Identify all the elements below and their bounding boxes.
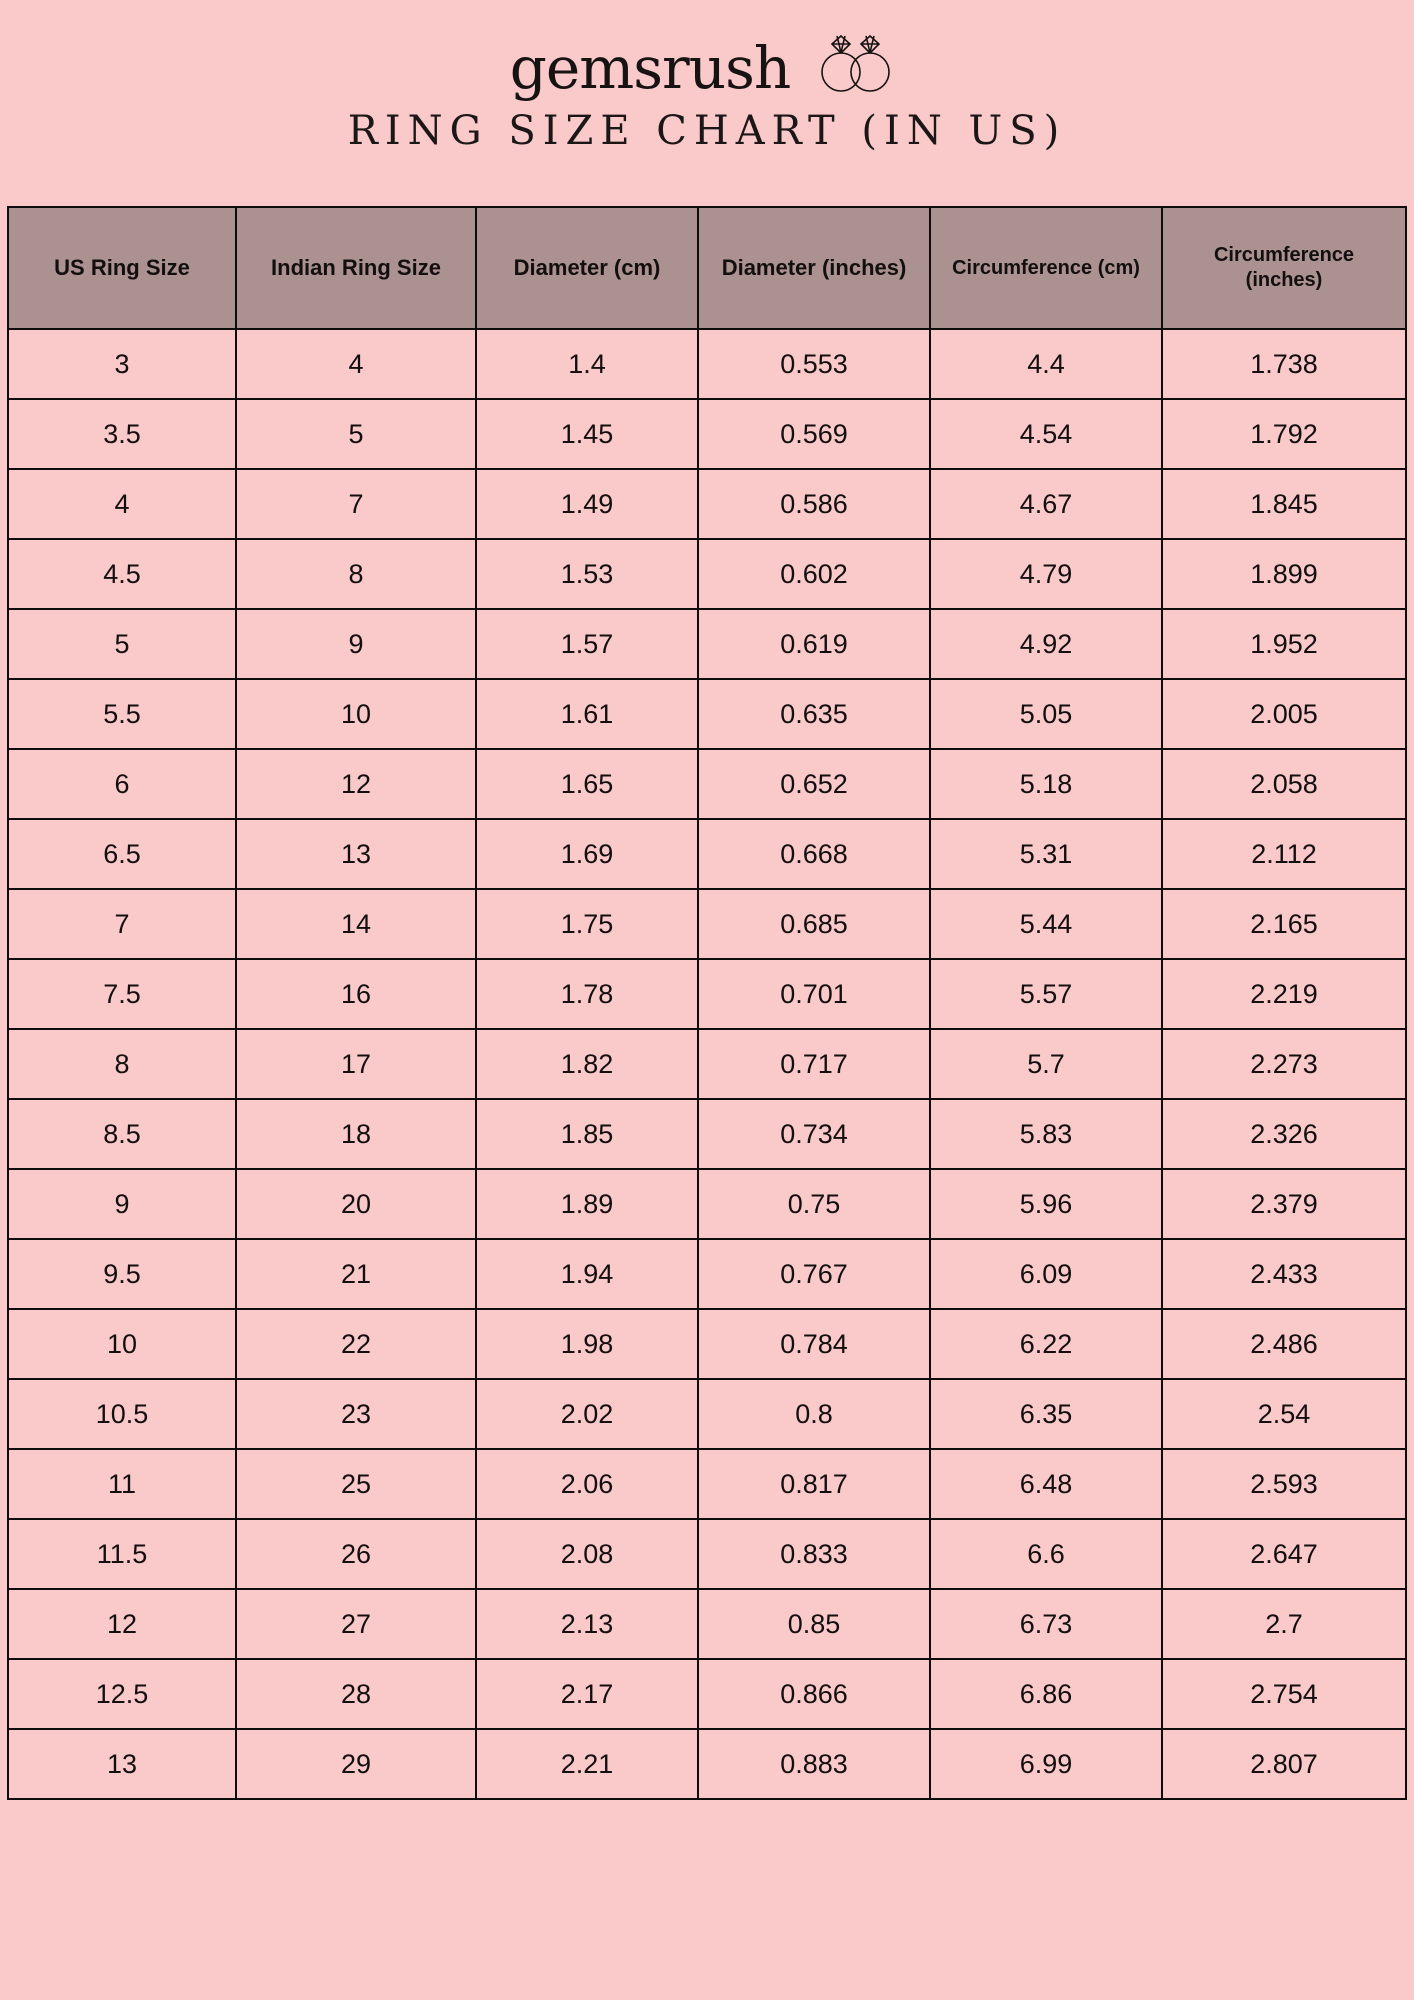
- table-cell: 9: [8, 1169, 236, 1239]
- table-row: [8, 1729, 1406, 1799]
- double-diamond-rings-icon: [808, 28, 904, 101]
- table-cell: 8: [8, 1029, 236, 1099]
- table-cell: 1.78: [476, 959, 698, 1029]
- table-row: [8, 1169, 1406, 1239]
- table-cell: 6.48: [930, 1449, 1162, 1519]
- table-cell: 2.379: [1162, 1169, 1406, 1239]
- table-cell: 27: [236, 1589, 476, 1659]
- table-cell: 0.833: [698, 1519, 930, 1589]
- table-cell: 0.883: [698, 1729, 930, 1799]
- table-cell: 2.058: [1162, 749, 1406, 819]
- table-cell: 7: [236, 469, 476, 539]
- table-cell: 21: [236, 1239, 476, 1309]
- column-header-circumference-cm: Circumference (cm): [930, 207, 1162, 329]
- table-cell: 1.85: [476, 1099, 698, 1169]
- table-cell: 2.02: [476, 1379, 698, 1449]
- table-cell: 4.4: [930, 329, 1162, 399]
- table-cell: 10.5: [8, 1379, 236, 1449]
- table-cell: 0.569: [698, 399, 930, 469]
- table-cell: 2.219: [1162, 959, 1406, 1029]
- table-cell: 11.5: [8, 1519, 236, 1589]
- table-cell: 29: [236, 1729, 476, 1799]
- table-cell: 14: [236, 889, 476, 959]
- table-cell: 9: [236, 609, 476, 679]
- table-cell: 0.784: [698, 1309, 930, 1379]
- table-cell: 0.717: [698, 1029, 930, 1099]
- column-header-us-ring-size: US Ring Size: [8, 207, 236, 329]
- table-cell: 17: [236, 1029, 476, 1099]
- table-cell: 0.685: [698, 889, 930, 959]
- table-cell: 5.57: [930, 959, 1162, 1029]
- table-cell: 4: [8, 469, 236, 539]
- table-cell: 0.602: [698, 539, 930, 609]
- table-cell: 6.73: [930, 1589, 1162, 1659]
- table-cell: 12: [236, 749, 476, 819]
- table-cell: 22: [236, 1309, 476, 1379]
- table-cell: 1.845: [1162, 469, 1406, 539]
- table-row: [8, 469, 1406, 539]
- table-cell: 10: [236, 679, 476, 749]
- table-row: [8, 679, 1406, 749]
- table-cell: 5.5: [8, 679, 236, 749]
- table-cell: 2.486: [1162, 1309, 1406, 1379]
- table-row: [8, 1589, 1406, 1659]
- table-cell: 5: [236, 399, 476, 469]
- table-cell: 10: [8, 1309, 236, 1379]
- table-cell: 2.17: [476, 1659, 698, 1729]
- table-row: [8, 749, 1406, 819]
- table-cell: 12.5: [8, 1659, 236, 1729]
- table-cell: 2.273: [1162, 1029, 1406, 1099]
- table-cell: 4.5: [8, 539, 236, 609]
- table-cell: 1.57: [476, 609, 698, 679]
- table-cell: 0.85: [698, 1589, 930, 1659]
- table-row: [8, 1379, 1406, 1449]
- table-cell: 2.807: [1162, 1729, 1406, 1799]
- table-cell: 2.326: [1162, 1099, 1406, 1169]
- table-cell: 3: [8, 329, 236, 399]
- table-cell: 0.652: [698, 749, 930, 819]
- column-header-circumference-inches: Circumference (inches): [1162, 207, 1406, 329]
- table-cell: 13: [236, 819, 476, 889]
- table-cell: 4.54: [930, 399, 1162, 469]
- table-cell: 26: [236, 1519, 476, 1589]
- table-cell: 0.817: [698, 1449, 930, 1519]
- table-cell: 16: [236, 959, 476, 1029]
- table-cell: 13: [8, 1729, 236, 1799]
- column-header-diameter-inches: Diameter (inches): [698, 207, 930, 329]
- table-cell: 0.586: [698, 469, 930, 539]
- table-cell: 25: [236, 1449, 476, 1519]
- table-cell: 4.67: [930, 469, 1162, 539]
- table-row: [8, 1519, 1406, 1589]
- ring-size-table: [7, 206, 1407, 1800]
- table-cell: 1.45: [476, 399, 698, 469]
- table-row: [8, 959, 1406, 1029]
- table-row: [8, 609, 1406, 679]
- table-cell: 5.96: [930, 1169, 1162, 1239]
- table-cell: 5.05: [930, 679, 1162, 749]
- column-header-indian-ring-size: Indian Ring Size: [236, 207, 476, 329]
- table-row: [8, 1449, 1406, 1519]
- table-cell: 12: [8, 1589, 236, 1659]
- table-cell: 5.31: [930, 819, 1162, 889]
- table-cell: 6.99: [930, 1729, 1162, 1799]
- table-cell: 6.22: [930, 1309, 1162, 1379]
- table-cell: 4: [236, 329, 476, 399]
- table-cell: 1.899: [1162, 539, 1406, 609]
- table-cell: 9.5: [8, 1239, 236, 1309]
- table-cell: 0.553: [698, 329, 930, 399]
- table-row: [8, 819, 1406, 889]
- table-cell: 2.54: [1162, 1379, 1406, 1449]
- table-header-row: [8, 207, 1406, 329]
- table-cell: 0.635: [698, 679, 930, 749]
- table-cell: 2.165: [1162, 889, 1406, 959]
- table-cell: 7.5: [8, 959, 236, 1029]
- table-cell: 2.13: [476, 1589, 698, 1659]
- table-cell: 6.86: [930, 1659, 1162, 1729]
- table-cell: 4.79: [930, 539, 1162, 609]
- page-title: RING SIZE CHART (IN US): [347, 108, 1067, 154]
- table-cell: 0.701: [698, 959, 930, 1029]
- table-cell: 5.18: [930, 749, 1162, 819]
- table-cell: 1.61: [476, 679, 698, 749]
- table-cell: 1.98: [476, 1309, 698, 1379]
- table-cell: 0.75: [698, 1169, 930, 1239]
- column-header-diameter-cm: Diameter (cm): [476, 207, 698, 329]
- table-cell: 6.35: [930, 1379, 1162, 1449]
- table-row: [8, 399, 1406, 469]
- table-cell: 8.5: [8, 1099, 236, 1169]
- table-cell: 2.754: [1162, 1659, 1406, 1729]
- table-cell: 2.7: [1162, 1589, 1406, 1659]
- table-cell: 7: [8, 889, 236, 959]
- table-cell: 28: [236, 1659, 476, 1729]
- table-cell: 11: [8, 1449, 236, 1519]
- table-cell: 4.92: [930, 609, 1162, 679]
- table-cell: 1.89: [476, 1169, 698, 1239]
- table-cell: 0.866: [698, 1659, 930, 1729]
- table-cell: 1.49: [476, 469, 698, 539]
- table-row: [8, 329, 1406, 399]
- table-cell: 1.69: [476, 819, 698, 889]
- table-cell: 1.65: [476, 749, 698, 819]
- table-cell: 1.792: [1162, 399, 1406, 469]
- table-cell: 2.21: [476, 1729, 698, 1799]
- table-cell: 1.738: [1162, 329, 1406, 399]
- table-cell: 5: [8, 609, 236, 679]
- table-row: [8, 1029, 1406, 1099]
- table-cell: 20: [236, 1169, 476, 1239]
- table-row: [8, 1099, 1406, 1169]
- table-cell: 3.5: [8, 399, 236, 469]
- table-cell: 0.668: [698, 819, 930, 889]
- table-row: [8, 1309, 1406, 1379]
- table-row: [8, 889, 1406, 959]
- table-cell: 2.433: [1162, 1239, 1406, 1309]
- table-cell: 18: [236, 1099, 476, 1169]
- table-cell: 0.734: [698, 1099, 930, 1169]
- table-cell: 23: [236, 1379, 476, 1449]
- table-cell: 2.647: [1162, 1519, 1406, 1589]
- table-cell: 8: [236, 539, 476, 609]
- table-cell: 5.44: [930, 889, 1162, 959]
- table-cell: 5.83: [930, 1099, 1162, 1169]
- table-cell: 5.7: [930, 1029, 1162, 1099]
- table-cell: 1.53: [476, 539, 698, 609]
- table-cell: 1.4: [476, 329, 698, 399]
- brand-header: [0, 0, 1414, 102]
- table-cell: 1.75: [476, 889, 698, 959]
- table-cell: 1.82: [476, 1029, 698, 1099]
- table-cell: 1.952: [1162, 609, 1406, 679]
- table-cell: 0.767: [698, 1239, 930, 1309]
- table-cell: 6.5: [8, 819, 236, 889]
- table-cell: 0.8: [698, 1379, 930, 1449]
- table-cell: 1.94: [476, 1239, 698, 1309]
- table-cell: 2.593: [1162, 1449, 1406, 1519]
- table-cell: 6.6: [930, 1519, 1162, 1589]
- table-row: [8, 1659, 1406, 1729]
- table-row: [8, 539, 1406, 609]
- table-cell: 6: [8, 749, 236, 819]
- table-cell: 2.005: [1162, 679, 1406, 749]
- table-row: [8, 1239, 1406, 1309]
- brand-wordmark: gemsrush: [509, 34, 791, 102]
- table-cell: 2.08: [476, 1519, 698, 1589]
- table-cell: 2.112: [1162, 819, 1406, 889]
- table-cell: 0.619: [698, 609, 930, 679]
- table-cell: 6.09: [930, 1239, 1162, 1309]
- table-cell: 2.06: [476, 1449, 698, 1519]
